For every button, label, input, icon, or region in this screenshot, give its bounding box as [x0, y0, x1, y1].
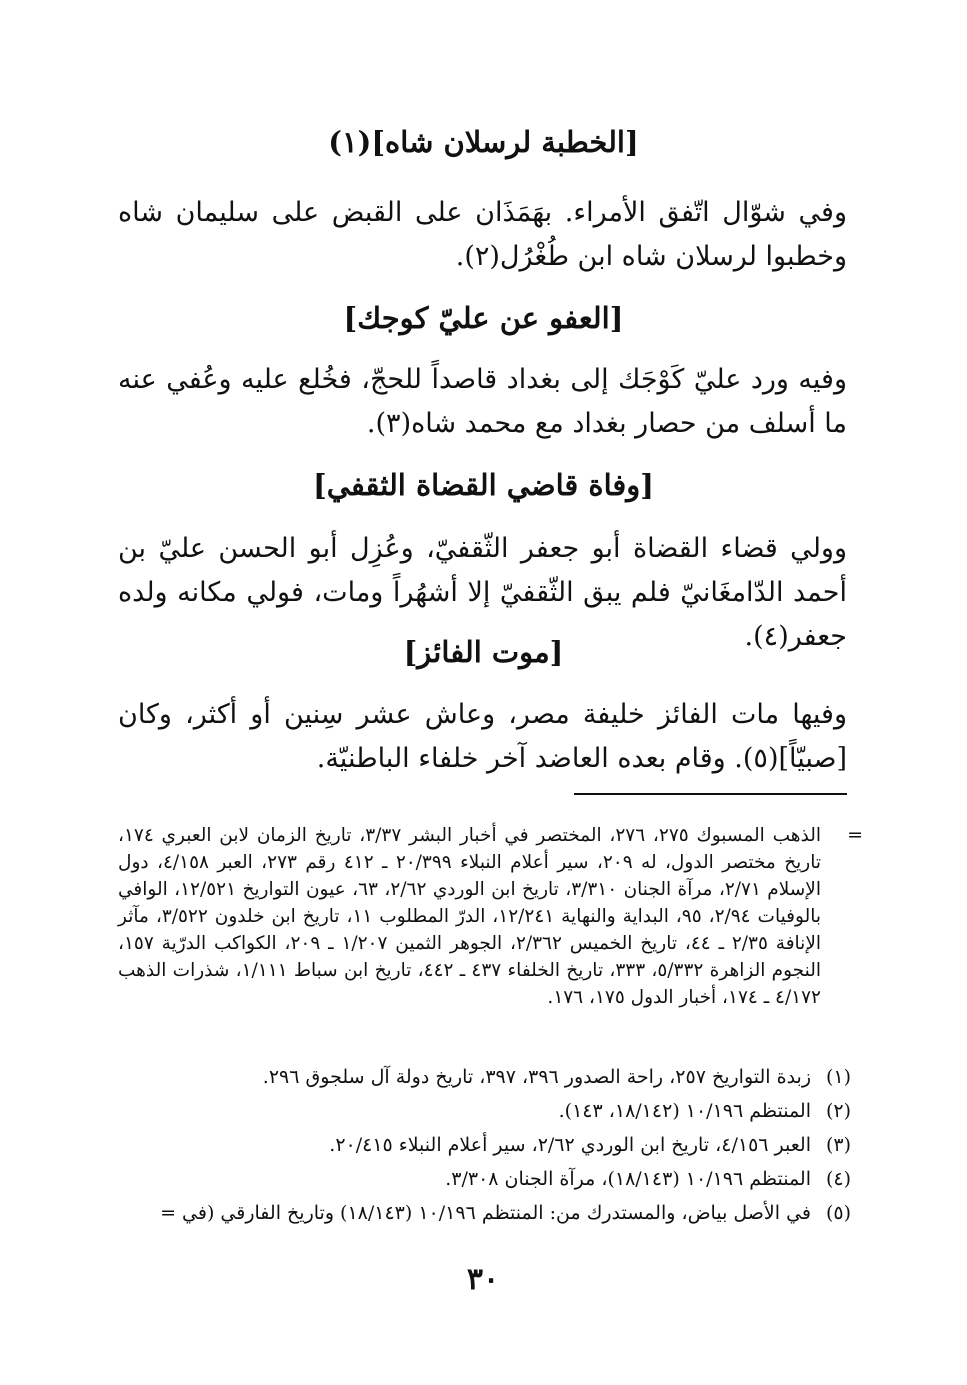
page-number: ٣٠: [466, 1262, 500, 1297]
footnote-text: زبدة التواريخ ٢٥٧، راحة الصدور ٣٩٦، ٣٩٧، تاريخ دولة آل سلجوق ٢٩٦.: [262, 1066, 811, 1088]
footnote-number: (٢): [825, 1100, 851, 1122]
footnote-text: العبر ٤/١٥٦، تاريخ ابن الوردي ٢/٦٢، سير أعلام النبلاء ٢٠/٤١٥.: [329, 1134, 811, 1156]
section-heading-ali-kujak: [العفو عن عليّ كوجك]: [343, 301, 624, 335]
footnote-continuation-marker: =: [847, 824, 863, 846]
footnote-number: (٣): [825, 1134, 851, 1156]
footnote-text: في الأصل بياض، والمستدرك من: المنتظم ١٠/١٩٦ (١٨/١٤٣) وتاريخ الفارقي (في =: [160, 1202, 811, 1224]
footnote-item: [104, 1162, 851, 1196]
footnote-item: [104, 1060, 851, 1094]
footnote-separator-rule: [574, 793, 847, 795]
footnote-continuation-text: الذهب المسبوك ٢٧٥، ٢٧٦، المختصر في أخبار البشر ٣/٣٧، تاريخ الزمان لابن العبري ١٧٤، تاريخ مختصر الدول، له ٢٠٩، سير أعلام النبلاء ٢٠/٣٩٩ ـ ٤١٢ رقم ٢٧٣، العبر ٤/١٥٨، دول الإسلام ٢/٧١، مرآة الجنان ٣/٣١٠، تاريخ ابن الوردي ٢/٦٢، ٦٣، عيون التواريخ ١٢/٥٢١، الوافي بالوفيات ٢/٩٤، ٩٥، البداية والنهاية ١٢/٢٤١، الدرّ المطلوب ١١، تاريخ ابن خلدون ٣/٥٢٢، مآثر الإنافة ٢/٣٥ ـ ٤٤، تاريخ الخميس ٢/٣٦٢، الجوهر الثمين ١/٢٠٧ ـ ٢٠٩، الكواكب الدرّية ١٥٧، النجوم الزاهرة ٥/٣٣٢، ٣٣٣، تاريخ الخلفاء ٤٣٧ ـ ٤٤٢، تاريخ ابن سباط ١/١١١، شذرات الذهب ٤/١٧٢ ـ ١٧٤، أخبار الدول ١٧٥، ١٧٦.: [118, 825, 822, 1008]
footnote-item: [104, 1196, 851, 1230]
footnote-continuation: [118, 822, 863, 1011]
section-paragraph-faiz-death: وفيها مات الفائز خليفة مصر، وعاش عشر سِنين أو أكثر، وكان [صبيّاً](٥). وقام بعده العاضد آخر خلفاء الباطنيّة.: [118, 699, 847, 774]
footnote-number: (١): [825, 1066, 851, 1088]
section-heading-faiz-death: [موت الفائز]: [403, 635, 564, 669]
footnote-number: (٤): [825, 1168, 851, 1190]
section-heading-arslan-shah: [الخطبة لرسلان شاه](١): [328, 125, 639, 159]
footnote-text: المنتظم ١٠/١٩٦ (١٨/١٤٢، ١٤٣).: [558, 1100, 811, 1122]
section-paragraph-arslan-shah: وفي شوّال اتّفق الأمراء. بهَمَذَان على القبض على سليمان شاه وخطبوا لرسلان شاه ابن طُغْرُل(٢).: [118, 197, 847, 272]
footnote-number: (٥): [825, 1202, 851, 1224]
footnote-list: [104, 1060, 851, 1230]
section-paragraph-ali-kujak: وفيه ورد عليّ كَوْجَك إلى بغداد قاصداً للحجّ، فخُلع عليه وعُفي عنه ما أسلف من حصار بغداد مع محمد شاه(٣).: [118, 364, 847, 439]
section-paragraph-thaqafi-death: وولي قضاء القضاة أبو جعفر الثّقفيّ، وعُزِل أبو الحسن عليّ بن أحمد الدّامغَانيّ فلم يبق الثّقفيّ إلا أشهُراً ومات، فولي مكانه ولده جعفر(٤).: [118, 533, 847, 652]
footnote-item: [104, 1094, 851, 1128]
footnote-text: المنتظم ١٠/١٩٦ (١٨/١٤٣)، مرآة الجنان ٣/٣٠٨.: [445, 1168, 811, 1190]
section-heading-thaqafi-death: [وفاة قاضي القضاة الثقفي]: [312, 468, 655, 502]
footnote-item: [104, 1128, 851, 1162]
